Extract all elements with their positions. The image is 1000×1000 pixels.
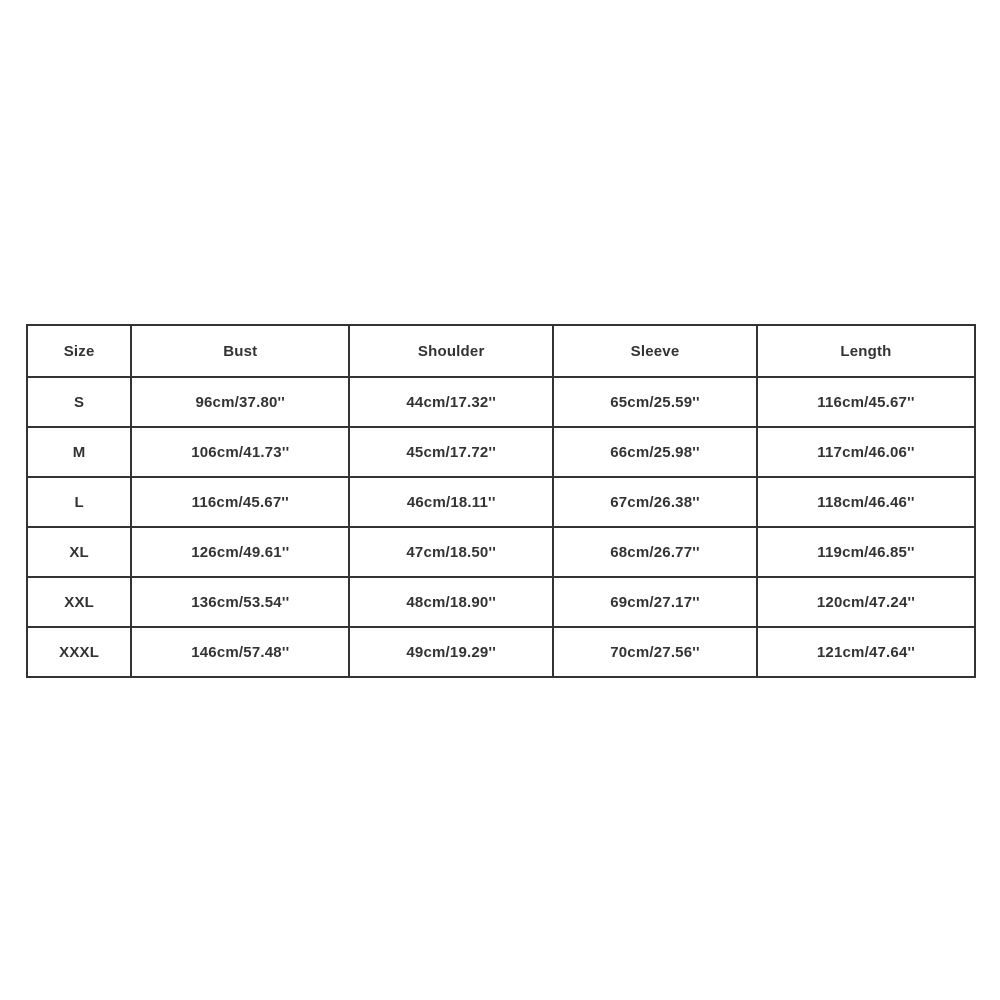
table-row-l	[27, 477, 975, 527]
measurement-cell: 106cm/41.73''	[131, 427, 349, 477]
measurement-cell: 49cm/19.29''	[349, 627, 553, 677]
measurement-cell: 121cm/47.64''	[757, 627, 975, 677]
measurement-cell: 96cm/37.80''	[131, 377, 349, 427]
measurement-cell: 68cm/26.77''	[553, 527, 757, 577]
measurement-cell: 116cm/45.67''	[131, 477, 349, 527]
measurement-cell: 116cm/45.67''	[757, 377, 975, 427]
measurement-cell: 66cm/25.98''	[553, 427, 757, 477]
measurement-cell: 69cm/27.17''	[553, 577, 757, 627]
size-label-cell: L	[27, 477, 131, 527]
measurement-cell: 48cm/18.90''	[349, 577, 553, 627]
measurement-cell: 44cm/17.32''	[349, 377, 553, 427]
measurement-cell: 136cm/53.54''	[131, 577, 349, 627]
column-header-length: Length	[757, 325, 975, 377]
size-chart-table	[26, 324, 976, 678]
column-header-shoulder: Shoulder	[349, 325, 553, 377]
measurement-cell: 67cm/26.38''	[553, 477, 757, 527]
table-row-m	[27, 427, 975, 477]
measurement-cell: 65cm/25.59''	[553, 377, 757, 427]
measurement-cell: 120cm/47.24''	[757, 577, 975, 627]
column-header-sleeve: Sleeve	[553, 325, 757, 377]
measurement-cell: 146cm/57.48''	[131, 627, 349, 677]
measurement-cell: 117cm/46.06''	[757, 427, 975, 477]
table-header-row	[27, 325, 975, 377]
measurement-cell: 70cm/27.56''	[553, 627, 757, 677]
table-row-xxxl	[27, 627, 975, 677]
measurement-cell: 46cm/18.11''	[349, 477, 553, 527]
column-header-size: Size	[27, 325, 131, 377]
table-row-xl	[27, 527, 975, 577]
size-label-cell: XXXL	[27, 627, 131, 677]
size-label-cell: M	[27, 427, 131, 477]
size-label-cell: XL	[27, 527, 131, 577]
table-row-xxl	[27, 577, 975, 627]
table-row-s	[27, 377, 975, 427]
measurement-cell: 118cm/46.46''	[757, 477, 975, 527]
measurement-cell: 47cm/18.50''	[349, 527, 553, 577]
size-label-cell: XXL	[27, 577, 131, 627]
measurement-cell: 119cm/46.85''	[757, 527, 975, 577]
column-header-bust: Bust	[131, 325, 349, 377]
measurement-cell: 45cm/17.72''	[349, 427, 553, 477]
size-label-cell: S	[27, 377, 131, 427]
measurement-cell: 126cm/49.61''	[131, 527, 349, 577]
